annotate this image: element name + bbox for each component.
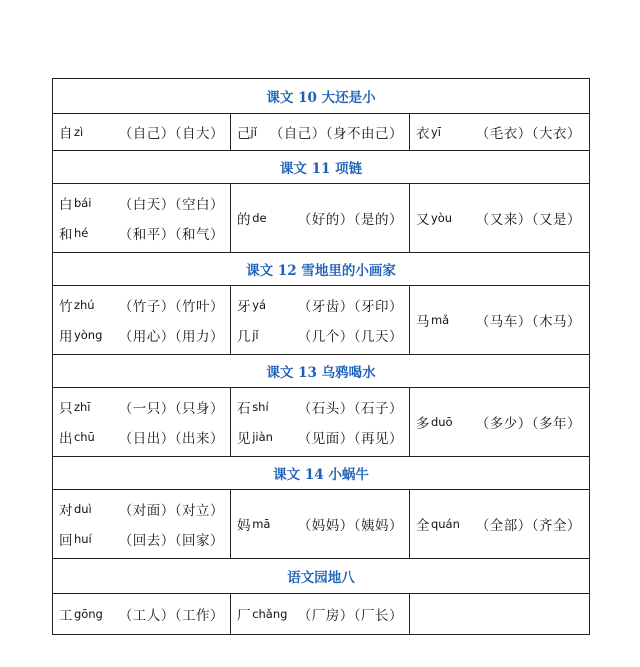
hanzi: 全 (416, 518, 430, 534)
hanzi: 己 (237, 126, 251, 142)
char-entry (59, 218, 224, 248)
pinyin: jǐ (250, 125, 257, 139)
pinyin: yòu (430, 211, 453, 225)
table-cell (410, 286, 587, 354)
char-entry (59, 117, 224, 147)
hanzi: 对 (59, 503, 73, 519)
pinyin: yá (252, 298, 267, 312)
word-pairs: （几个）（几天） (297, 329, 403, 345)
table-cell (53, 388, 231, 456)
pinyin: hé (73, 226, 89, 240)
word-pairs: （全部）（齐全） (475, 518, 581, 534)
table-cell (410, 184, 587, 252)
hanzi: 回 (59, 533, 73, 549)
char-entry (59, 524, 224, 554)
char-entry (237, 599, 403, 629)
word-pairs: （用心）（用力） (118, 329, 224, 345)
word-pairs: （好的）（是的） (297, 212, 403, 228)
hanzi: 的 (237, 212, 251, 228)
char-entry (416, 305, 581, 335)
word-pairs: （厂房）（厂长） (297, 608, 403, 624)
hanzi: 妈 (237, 518, 251, 534)
hanzi: 厂 (237, 608, 251, 624)
char-entry (59, 320, 224, 350)
char-entry (416, 203, 581, 233)
lesson-title: 课文 14 小蜗牛 (53, 457, 589, 490)
word-pairs: （竹子）（竹叶） (118, 299, 224, 315)
pinyin: shí (252, 400, 269, 414)
table-cell (231, 388, 410, 456)
char-entry (237, 320, 403, 350)
pinyin: de (252, 211, 267, 225)
table-row (53, 594, 589, 634)
word-pairs: （自己）（自大） (118, 126, 224, 142)
table-row (53, 286, 589, 355)
lesson-title: 课文 10 大还是小 (53, 79, 589, 114)
word-pairs: （马车）（木马） (475, 314, 581, 330)
word-pairs: （多少）（多年） (475, 416, 581, 432)
table-cell (53, 184, 231, 252)
pinyin: zì (73, 125, 84, 139)
word-pairs: （和平）（和气） (118, 227, 224, 243)
hanzi: 多 (416, 416, 430, 432)
pinyin: mā (252, 517, 271, 531)
vocabulary-table (52, 78, 590, 635)
table-cell (231, 184, 410, 252)
hanzi: 衣 (416, 126, 430, 142)
pinyin: zhú (73, 298, 95, 312)
pinyin: gōng (73, 607, 103, 621)
table-cell (231, 114, 410, 150)
hanzi: 只 (59, 401, 73, 417)
word-pairs: （一只）（只身） (118, 401, 224, 417)
hanzi: 几 (237, 329, 251, 345)
hanzi: 和 (59, 227, 73, 243)
pinyin: chǎng (252, 607, 288, 621)
word-pairs: （对面）（对立） (118, 503, 224, 519)
word-pairs: （见面）（再见） (297, 431, 403, 447)
char-entry (416, 117, 581, 147)
char-entry (237, 117, 403, 147)
pinyin: yī (430, 125, 441, 139)
char-entry (237, 392, 403, 422)
table-cell (410, 490, 587, 558)
char-entry (416, 509, 581, 539)
pinyin: bái (73, 196, 92, 210)
char-entry (59, 392, 224, 422)
table-cell (53, 114, 231, 150)
word-pairs: （又来）（又是） (475, 212, 581, 228)
char-entry (416, 407, 581, 437)
pinyin: mǎ (430, 313, 450, 327)
lesson-title: 课文 11 项链 (53, 151, 589, 184)
word-pairs: （牙齿）（牙印） (297, 299, 403, 315)
table-cell (53, 594, 231, 634)
char-entry (237, 422, 403, 452)
char-entry (237, 203, 403, 233)
char-entry (59, 290, 224, 320)
pinyin: jǐ (252, 328, 259, 342)
table-cell (53, 490, 231, 558)
pinyin: duì (73, 502, 92, 516)
table-cell (231, 490, 410, 558)
char-entry (237, 290, 403, 320)
lesson-title: 语文园地八 (53, 559, 589, 594)
table-row (53, 184, 589, 253)
word-pairs: （日出）（出来） (118, 431, 224, 447)
pinyin: chū (73, 430, 95, 444)
pinyin: yòng (73, 328, 103, 342)
hanzi: 工 (59, 608, 73, 624)
table-cell (410, 114, 587, 150)
hanzi: 见 (237, 431, 251, 447)
table-row (53, 114, 589, 151)
word-pairs: （白天）（空白） (118, 197, 224, 213)
hanzi: 石 (237, 401, 251, 417)
table-cell (410, 388, 587, 456)
pinyin: huí (73, 532, 92, 546)
hanzi: 出 (59, 431, 73, 447)
table-cell (231, 594, 410, 634)
char-entry (59, 188, 224, 218)
word-pairs: （毛衣）（大衣） (475, 126, 581, 142)
hanzi: 自 (59, 126, 73, 142)
hanzi: 竹 (59, 299, 73, 315)
table-cell (410, 594, 587, 634)
char-entry (59, 422, 224, 452)
word-pairs: （妈妈）（姨妈） (297, 518, 403, 534)
char-entry (59, 599, 224, 629)
lesson-title: 课文 12 雪地里的小画家 (53, 253, 589, 286)
table-cell (53, 286, 231, 354)
hanzi: 白 (59, 197, 73, 213)
pinyin: zhī (73, 400, 91, 414)
hanzi: 用 (59, 329, 73, 345)
hanzi: 牙 (237, 299, 251, 315)
hanzi: 又 (416, 212, 430, 228)
word-pairs: （石头）（石子） (297, 401, 403, 417)
table-cell (231, 286, 410, 354)
word-pairs: （工人）（工作） (118, 608, 224, 624)
word-pairs: （回去）（回家） (118, 533, 224, 549)
pinyin: jiàn (252, 430, 273, 444)
pinyin: quán (430, 517, 460, 531)
char-entry (59, 494, 224, 524)
lesson-title: 课文 13 乌鸦喝水 (53, 355, 589, 388)
hanzi: 马 (416, 314, 430, 330)
char-entry (237, 509, 403, 539)
table-row (53, 388, 589, 457)
pinyin: duō (430, 415, 453, 429)
table-row (53, 490, 589, 559)
word-pairs: （自己）（身不由己） (269, 126, 403, 142)
